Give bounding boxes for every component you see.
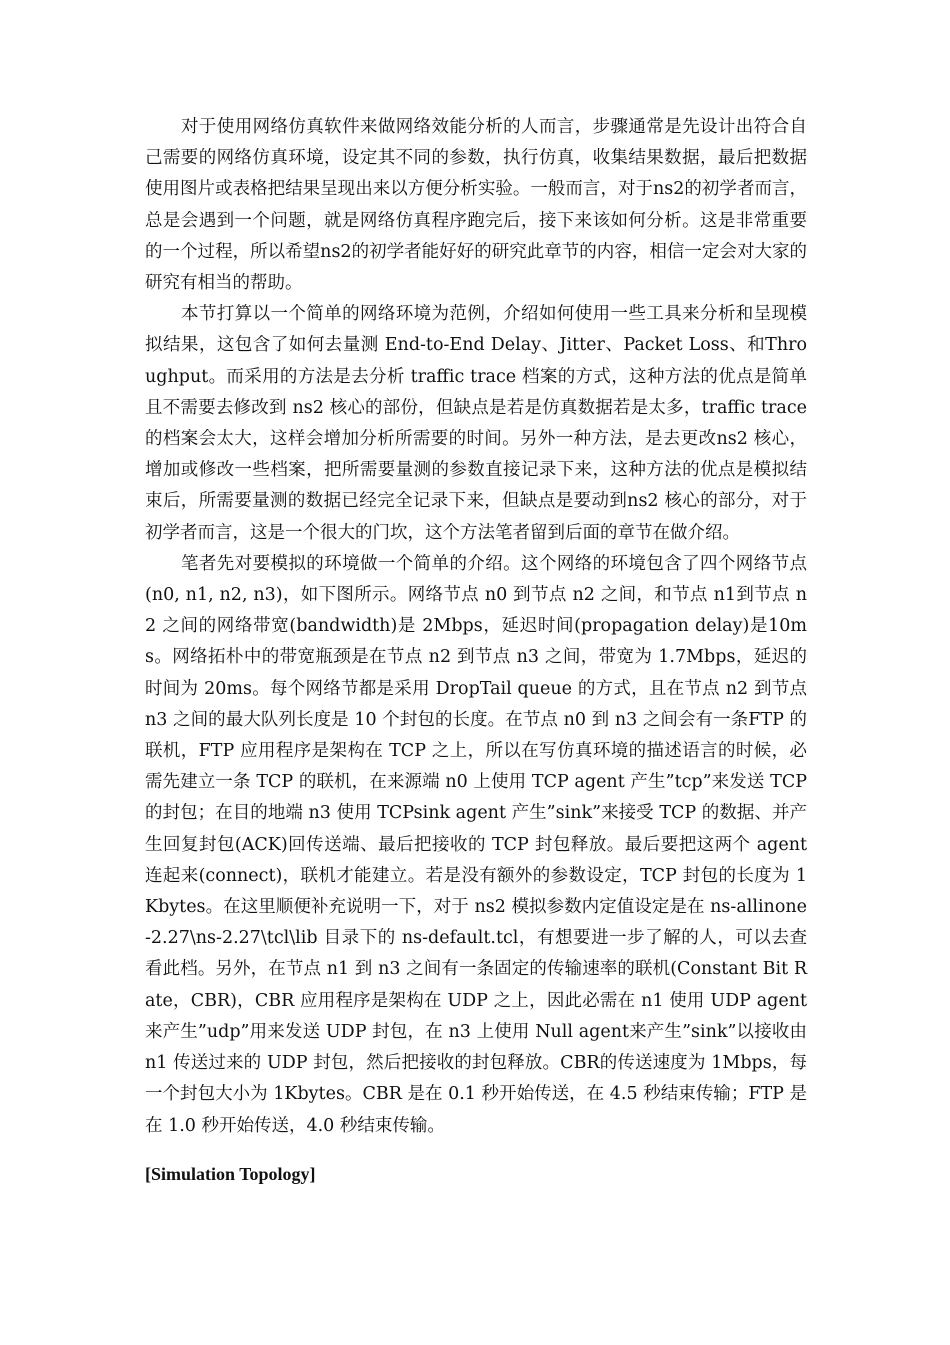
method-paragraph: 本节打算以一个简单的网络环境为范例，介绍如何使用一些工具来分析和呈现模拟结果，这包含了如何去量测 End-to-End Delay、Jitter、Packet Loss、和Throughput。而采用的方法是去分析 traffic trace 档案的方式，这种方法的优点是简单且不需要去修改到 ns2 核心的部份，但缺点是若是仿真数据若是太多，traffic trace 的档案会太大，这样会增加分析所需要的时间。另外一种方法，是去更改ns2 核心，增加或修改一些档案，把所需要量测的参数直接记录下来，这种方法的优点是模拟结束后，所需要量测的数据已经完全记录下来，但缺点是要动到ns2 核心的部分，对于初学者而言，这是一个很大的门坎，这个方法笔者留到后面的章节在做介绍。 [145,304,807,543]
section-heading: [Simulation Topology] [145,1163,316,1184]
document-page [145,112,807,1188]
environment-paragraph: 笔者先对要模拟的环境做一个简单的介绍。这个网络的环境包含了四个网络节点(n0, n1, n2, n3)，如下图所示。网络节点 n0 到节点 n2 之间，和节点 n1到节点 n2 之间的网络带宽(bandwidth)是 2Mbps，延迟时间(propagation delay)是10ms。网络拓朴中的带宽瓶颈是在节点 n2 到节点 n3 之间，带宽为 1.7Mbps，延迟的时间为 20ms。每个网络节都是采用 DropTail queue 的方式，且在节点 n2 到节点 n3 之间的最大队列长度是 10 个封包的长度。在节点 n0 到 n3 之间会有一条FTP 的联机，FTP 应用程序是架构在 TCP 之上，所以在写仿真环境的描述语言的时候，必需先建立一条 TCP 的联机，在来源端 n0 上使用 TCP agent 产生”tcp”来发送 TCP 的封包；在目的地端 n3 使用 TCPsink agent 产生”sink”来接受 TCP 的数据、并产生回复封包(ACK)回传送端、最后把接收的 TCP 封包释放。最后要把这两个 agent 连起来(connect)，联机才能建立。若是没有额外的参数设定，TCP 封包的长度为 1Kbytes。在这里顺便补充说明一下，对于 ns2 模拟参数内定值设定是在 ns-allinone-2.27\ns-2.27\tcl\lib 目录下的 ns-default.tcl，有想要进一步了解的人，可以去查看此档。另外，在节点 n1 到 n3 之间有一条固定的传输速率的联机(Constant Bit Rate，CBR)，CBR 应用程序是架构在 UDP 之上，因此必需在 n1 使用 UDP agent 来产生”udp”用来发送 UDP 封包，在 n3 上使用 Null agent来产生”sink”以接收由 n1 传送过来的 UDP 封包，然后把接收的封包释放。CBR的传送速度为 1Mbps，每一个封包大小为 1Kbytes。CBR 是在 0.1 秒开始传送，在 4.5 秒结束传输；FTP 是在 1.0 秒开始传送，4.0 秒结束传输。 [145,553,807,1136]
intro-paragraph: 对于使用网络仿真软件来做网络效能分析的人而言，步骤通常是先设计出符合自己需要的网络仿真环境，设定其不同的参数，执行仿真，收集结果数据，最后把数据使用图片或表格把结果呈现出来以方便分析实验。一般而言，对于ns2的初学者而言，总是会遇到一个问题，就是网络仿真程序跑完后，接下来该如何分析。这是非常重要的一个过程，所以希望ns2的初学者能好好的研究此章节的内容，相信一定会对大家的研究有相当的帮助。 [145,117,807,294]
